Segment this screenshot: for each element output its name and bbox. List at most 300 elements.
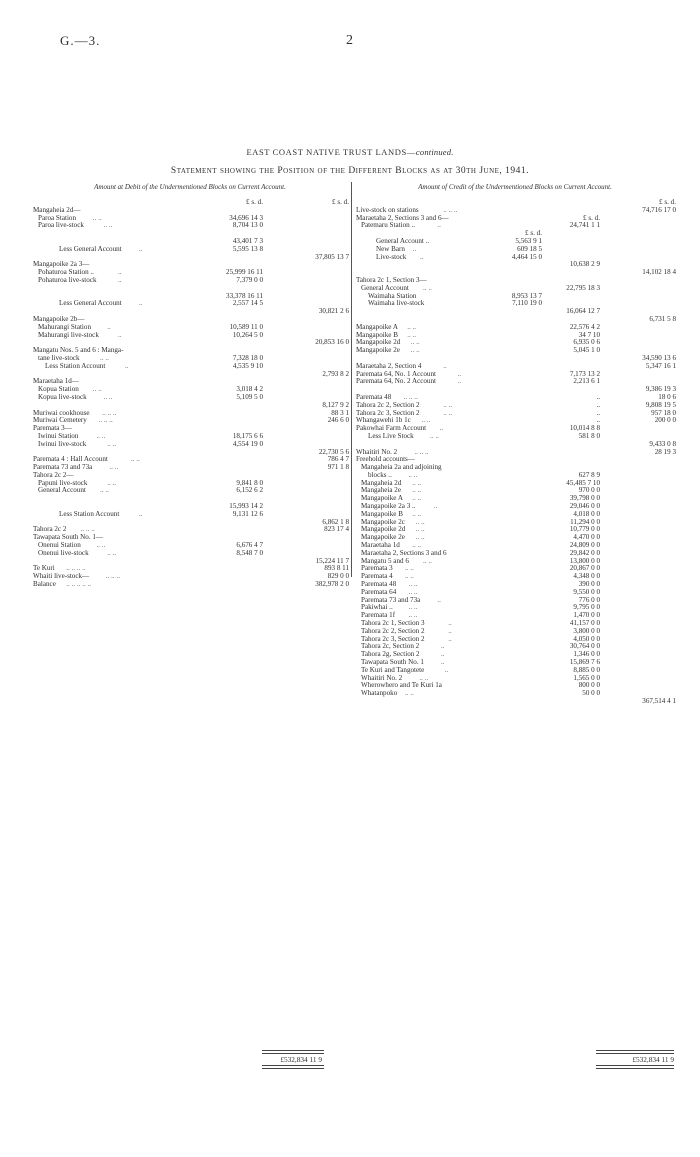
row-label: Parematа 1f <box>361 611 396 620</box>
leader-dots: .. .. <box>412 494 422 503</box>
amount-v2: 30,821 2 6 <box>318 307 349 316</box>
amount-v1: 390 0 0 <box>578 580 600 589</box>
row-label: Papuni live-stock <box>38 478 88 487</box>
leader-dots: .. <box>412 244 417 253</box>
row-label: Tahora 2c 3, Section 2 <box>361 634 425 643</box>
amount-v1: 29,842 0 0 <box>569 548 600 557</box>
table-row <box>356 558 676 566</box>
column-divider <box>351 182 352 577</box>
row-label: Mangaheia 2d— <box>33 205 81 214</box>
row-label: Mangatu 5 and 6 <box>361 556 409 565</box>
credit-column-heading: Amount of Credit of the Undermentioned Blocks on Current Account. <box>418 183 612 191</box>
row-label: Less Live Stock <box>368 431 414 440</box>
amount-v1: 970 0 0 <box>578 486 600 495</box>
row-label: Mangapoike 2d <box>356 338 401 347</box>
row-label: Onenui Station <box>38 541 81 550</box>
row-label: Maraetaha 2, Section 4 <box>356 361 422 370</box>
amount-v1: 22,576 4 2 <box>569 322 600 331</box>
table-row <box>356 503 676 511</box>
leader-dots: .. .. <box>412 509 422 518</box>
amount-v2: 15,224 11 7 <box>315 556 349 565</box>
leader-dots: .. .. <box>408 587 418 596</box>
row-label: Iwinui Station <box>38 431 79 440</box>
amount-v1: 29,046 0 0 <box>569 502 600 511</box>
row-label: Balance <box>33 580 56 589</box>
row-label: Parematа 3 <box>361 564 393 573</box>
amount-vs: £ s. d. <box>525 229 542 238</box>
table-row <box>356 690 676 698</box>
amount-v1: .. <box>596 408 600 417</box>
amount-vs: 609 18 5 <box>517 244 542 253</box>
row-label: Mahurangi Station <box>38 322 91 331</box>
leader-dots: .. .. .. <box>443 205 458 214</box>
table-row <box>356 534 676 542</box>
amount-v1: 4,535 9 10 <box>232 361 263 370</box>
row-label: Pohaturoa Station .. <box>38 268 94 277</box>
table-row <box>33 285 349 293</box>
leader-dots: .. .. <box>408 580 418 589</box>
leader-dots: .. .. <box>408 603 418 612</box>
amount-v1: 25,999 16 11 <box>226 268 263 277</box>
amount-v1: 1,565 0 0 <box>573 673 600 682</box>
row-label: Tahora 2c 1, Section 3— <box>356 275 427 284</box>
row-label: Whaiti live-stock— <box>33 572 90 581</box>
table-row <box>33 246 349 254</box>
row-label: Iwinui live-stock <box>38 439 87 448</box>
amount-v2: 823 17 4 <box>324 525 349 534</box>
leader-dots: .. .. <box>415 525 425 534</box>
leader-dots: .. <box>457 377 462 386</box>
table-row <box>356 441 676 449</box>
row-label: Mangaheia 2e <box>361 486 401 495</box>
amount-v1: 4,554 19 0 <box>232 439 263 448</box>
row-label: Whatanpoko <box>361 689 398 698</box>
amount-v1: .. <box>596 416 600 425</box>
table-row <box>356 308 676 316</box>
amount-v1: 11,294 0 0 <box>570 517 600 526</box>
table-row <box>356 261 676 269</box>
table-row <box>33 425 349 433</box>
row-label: Tahora 2c 2 <box>33 525 67 534</box>
leader-dots: .. <box>448 619 452 628</box>
table-row <box>33 222 349 230</box>
row-label: Mangapoike 2d <box>361 525 406 534</box>
leader-dots: .. .. <box>443 408 453 417</box>
row-label: Parematа 48 <box>361 580 397 589</box>
leader-dots: .. .. <box>405 564 414 573</box>
amount-v1: 8,704 13 0 <box>232 221 263 230</box>
amount-v1: 20,867 0 0 <box>569 564 600 573</box>
leader-dots: .. .. <box>92 385 102 394</box>
row-label: Waimaha Station <box>368 291 417 300</box>
amount-v1: 34 7 10 <box>578 330 600 339</box>
amount-v1: 45,485 7 10 <box>566 478 600 487</box>
amount-v1: 43,401 7 3 <box>232 236 263 245</box>
amount-v1: 4,050 0 0 <box>573 634 600 643</box>
amount-v1: 18,175 6 6 <box>232 431 263 440</box>
leader-dots: .. <box>420 252 424 261</box>
table-row <box>33 347 349 355</box>
row-label: Paroa Station <box>38 213 77 222</box>
leader-dots: .. .. .. <box>98 416 113 425</box>
credit-total: £532,834 11 9 <box>632 1055 674 1064</box>
amount-v1: 8,548 7 0 <box>236 548 263 557</box>
amount-v1: 776 0 0 <box>578 595 600 604</box>
table-row <box>33 495 349 503</box>
amount-vs: 8,953 13 7 <box>511 291 542 300</box>
table-row <box>33 581 349 589</box>
leader-dots: .. <box>437 595 441 604</box>
amount-v1: 39,798 0 0 <box>569 494 600 503</box>
title-continued: continued. <box>415 147 454 157</box>
amount-v1: .. <box>596 392 600 401</box>
amount-v2: 957 18 0 <box>651 408 676 417</box>
leader-dots: .. .. <box>405 572 414 581</box>
statement-subtitle: Statement showing the Position of the Different Blocks as at 30th June, 1941. <box>170 166 530 176</box>
leader-dots: .. <box>139 244 143 253</box>
row-label: Maraetaha 2, Sections 3 and 6 <box>361 548 447 557</box>
row-label: Maraetaha 1d— <box>33 377 79 386</box>
debit-column-heading: Amount at Debit of the Undermentioned Blocks on Current Account. <box>94 183 286 191</box>
leader-dots: .. .. <box>96 541 106 550</box>
amount-v2: 9,386 19 3 <box>645 385 676 394</box>
leader-dots: .. .. <box>107 439 117 448</box>
amount-v1: 5,045 1 0 <box>573 346 600 355</box>
table-row <box>33 378 349 386</box>
row-label: New Barn <box>376 244 405 253</box>
row-label: Tawapata South No. 1 <box>361 658 424 667</box>
amount-v2: 34,590 13 6 <box>642 353 676 362</box>
row-label: Patemaru Station .. <box>361 221 415 230</box>
leader-dots: .. .. <box>430 431 439 440</box>
table-row <box>356 316 676 324</box>
amount-v1: 5,595 13 8 <box>232 244 263 253</box>
credit-total-rule <box>596 1050 674 1054</box>
row-label: Whaitiri No. 2 <box>361 673 403 682</box>
row-label: Wherowhero and Te Kuri 1a <box>361 681 442 690</box>
table-row <box>33 550 349 558</box>
row-label: Tahora 2c, Section 2 <box>361 642 420 651</box>
leader-dots: .. <box>441 650 445 659</box>
leader-dots: .. .. <box>410 338 420 347</box>
amount-v1: 13,800 0 0 <box>569 556 600 565</box>
debit-currency-row <box>33 199 349 207</box>
table-row <box>33 207 349 215</box>
row-label: Mangaheia 2d <box>361 478 402 487</box>
leader-dots: .. .. <box>415 517 425 526</box>
row-label: Parematа 64, No. 1 Account <box>356 369 436 378</box>
amount-v1: 5,109 5 0 <box>236 392 263 401</box>
table-row <box>356 332 676 340</box>
amount-v1: 9,550 0 0 <box>573 587 600 596</box>
row-label: Parematа 73 and 73a <box>361 595 421 604</box>
amount-v1: 7,173 13 2 <box>569 369 600 378</box>
leader-dots: .. .. .. <box>414 447 429 456</box>
amount-v2: 786 4 7 <box>327 455 349 464</box>
row-label: Less General Account <box>59 244 122 253</box>
row-label: Tahora 2c 2, Section 2 <box>356 400 420 409</box>
amount-v1: 2,213 6 1 <box>573 377 600 386</box>
row-label: Maraetaha 1d <box>361 541 400 550</box>
amount-v1: 33,378 16 11 <box>226 291 263 300</box>
leader-dots: .. .. <box>131 455 140 464</box>
leader-dots: .. .. <box>419 673 429 682</box>
table-row <box>33 511 349 519</box>
row-label: Onenui live-stock <box>38 548 89 557</box>
leader-dots: .. .. <box>96 431 106 440</box>
amount-v1: 41,157 0 0 <box>569 619 600 628</box>
document-reference: G.—3. <box>60 33 101 48</box>
row-label: Maraetaha 2, Sections 3 and 6— <box>356 213 449 222</box>
row-label: Mangapoike A <box>356 322 398 331</box>
amount-v2: 22,730 5 6 <box>318 447 349 456</box>
amount-v1: 24,741 1 1 <box>569 221 600 230</box>
amount-v1: 6,676 4 7 <box>236 541 263 550</box>
leader-dots: .. .. <box>405 689 414 698</box>
row-label: Pakiwhai .. <box>361 603 393 612</box>
table-row <box>356 339 676 347</box>
row-label: Mangapoike 2e <box>356 346 400 355</box>
row-label: Live-stock <box>376 252 407 261</box>
row-label: Mangatu Nos. 5 and 6 : Manga- <box>33 346 124 355</box>
table-row <box>356 433 676 441</box>
leader-dots: .. .. <box>415 533 425 542</box>
amount-v2: 829 0 0 <box>327 572 349 581</box>
table-row <box>356 464 676 472</box>
amount-vs: 4,464 15 0 <box>511 252 542 261</box>
amount-v1: 800 0 0 <box>578 681 600 690</box>
row-label: Mahurangi live-stock <box>38 330 99 339</box>
row-label: Parematа 64, No. 2 Account <box>356 377 436 386</box>
page-title <box>0 147 700 157</box>
leader-dots: .. .. <box>412 541 422 550</box>
leader-dots: .. .. .. .. .. <box>66 580 92 589</box>
table-row <box>33 332 349 340</box>
table-row <box>356 480 676 488</box>
amount-v2: 971 1 8 <box>327 463 349 472</box>
table-row <box>356 222 676 230</box>
amount-v1: 4,470 0 0 <box>573 533 600 542</box>
row-label: Pakowhai Farm Account <box>356 424 427 433</box>
amount-v1: 581 8 0 <box>578 431 600 440</box>
table-row <box>356 604 676 612</box>
debit-total: £532,834 11 9 <box>280 1055 322 1064</box>
table-row <box>33 277 349 285</box>
amount-v2: 14,102 18 4 <box>642 268 676 277</box>
row-label: Mangapoike B <box>356 330 398 339</box>
amount-v2: 893 8 11 <box>324 564 349 573</box>
amount-v1: 10,014 8 8 <box>569 424 600 433</box>
table-row <box>33 230 349 238</box>
currency-units: £ s. d. <box>246 198 263 206</box>
row-label: General Account <box>361 283 409 292</box>
row-label: Less General Account <box>59 299 122 308</box>
debit-total-rule <box>262 1050 324 1054</box>
leader-dots: .. <box>118 268 122 277</box>
amount-v2: 74,716 17 0 <box>642 205 676 214</box>
leader-dots: .. .. <box>412 478 422 487</box>
row-label: Te Kuri and Tangotete <box>361 665 425 674</box>
leader-dots: .. <box>441 642 445 651</box>
leader-dots: .. .. .. <box>80 525 95 534</box>
row-label: Kopua Station <box>38 385 79 394</box>
amount-v1: 7,379 0 0 <box>236 275 263 284</box>
leader-dots: .. <box>118 330 122 339</box>
row-label: Mangapoike 2c <box>361 517 405 526</box>
table-row <box>356 667 676 675</box>
leader-dots: .. .. <box>107 548 117 557</box>
debit-section <box>33 199 349 589</box>
leader-dots: .. .. <box>107 478 117 487</box>
leader-dots: .. .. <box>410 346 420 355</box>
amount-v2: 18 0 6 <box>658 392 676 401</box>
amount-vs: 7,110 19 0 <box>512 299 542 308</box>
table-row <box>356 347 676 355</box>
leader-dots: .. <box>448 626 452 635</box>
row-label: Parematа 64 <box>361 587 397 596</box>
page-number: 2 <box>346 33 353 48</box>
table-row <box>33 417 349 425</box>
amount-v2: 37,805 13 7 <box>315 252 349 261</box>
amount-v1: 627 8 9 <box>578 470 600 479</box>
row-label: Whaitiri No. 2 <box>356 447 398 456</box>
table-row <box>356 324 676 332</box>
leader-dots: .. .. <box>408 611 418 620</box>
row-label: Live-stock on stations <box>356 205 419 214</box>
table-row <box>356 573 676 581</box>
leader-dots: .. .. <box>407 330 417 339</box>
amount-v1: 3,018 4 2 <box>236 385 263 394</box>
row-label: Paroa live-stock <box>38 221 84 230</box>
table-row <box>33 371 349 379</box>
amount-v1: 15,993 14 2 <box>229 502 263 511</box>
table-row <box>356 487 676 495</box>
row-label: Mangaheia 2a and adjoining <box>361 463 442 472</box>
amount-v1: 50 0 0 <box>582 689 600 698</box>
amount-v1: 8,885 0 0 <box>573 665 600 674</box>
leader-dots: .. .. <box>412 486 422 495</box>
row-label: Tahora 2c 2, Section 2 <box>361 626 425 635</box>
row-label: Te Kuri <box>33 564 55 573</box>
amount-v1: 10,638 2 9 <box>569 260 600 269</box>
leader-dots: .. .. <box>103 221 113 230</box>
amount-v2: 9,433 0 8 <box>649 439 676 448</box>
leader-dots: .. .. <box>407 322 417 331</box>
title-text: EAST COAST NATIVE TRUST LANDS— <box>246 147 416 157</box>
amount-v2: 6,862 1 8 <box>322 517 349 526</box>
table-row <box>356 378 676 386</box>
credit-total-rule <box>596 1065 674 1069</box>
row-label: Tahora 2c 1, Section 3 <box>361 619 425 628</box>
table-row <box>33 300 349 308</box>
table-row <box>356 581 676 589</box>
amount-v2: 88 3 1 <box>331 408 349 417</box>
amount-v1: 4,348 0 0 <box>573 572 600 581</box>
amount-v2: 5,347 16 1 <box>645 361 676 370</box>
leader-dots: .. <box>441 658 445 667</box>
row-label: Less Station Account <box>45 361 106 370</box>
table-row <box>33 363 349 371</box>
amount-v2: 367,514 4 1 <box>642 697 676 705</box>
leader-dots: .. .. <box>443 400 453 409</box>
amount-v1: 6,152 6 2 <box>236 486 263 495</box>
amount-v1: 34,696 14 3 <box>229 213 263 222</box>
row-label: General Account <box>38 486 86 495</box>
amount-v1: 15,869 7 6 <box>569 658 600 667</box>
row-label: tane live-stock <box>38 353 80 362</box>
amount-v1: 1,346 0 0 <box>573 650 600 659</box>
row-label: Paremata 3— <box>33 424 72 433</box>
amount-v1: 1,470 0 0 <box>573 611 600 620</box>
row-label: Parematа 4 <box>361 572 393 581</box>
row-label: Freehold accounts— <box>356 455 415 464</box>
amount-v1: 9,795 0 0 <box>573 603 600 612</box>
amount-v1: 4,018 0 0 <box>573 509 600 518</box>
leader-dots: .. <box>448 634 452 643</box>
leader-dots: .. .. <box>103 392 113 401</box>
amount-v1: 6,935 0 6 <box>573 338 600 347</box>
row-label: Mangapoike B <box>361 509 403 518</box>
row-label: Waimaha live-stock <box>368 299 425 308</box>
amount-v1: 10,779 0 0 <box>569 525 600 534</box>
row-label: blocks .. <box>368 470 392 479</box>
amount-v1: 16,064 12 7 <box>566 307 600 316</box>
leader-dots: .. .. <box>423 283 432 292</box>
leader-dots: .. <box>443 361 447 370</box>
credit-section <box>356 199 676 706</box>
table-row <box>33 464 349 472</box>
leader-dots: .. <box>139 509 143 518</box>
row-label: Pohaturoa live-stock <box>38 275 97 284</box>
amount-v1: 10,589 11 0 <box>229 322 263 331</box>
table-row <box>356 565 676 573</box>
amount-v1: £ s. d. <box>583 213 600 222</box>
row-label: Parematа 48 <box>356 392 392 401</box>
row-label: Mangapoike 2b— <box>33 314 85 323</box>
leader-dots: .. .. .. <box>403 392 418 401</box>
row-label: Tahora 2g, Section 2 <box>361 650 420 659</box>
amount-v2: 8,127 9 2 <box>322 400 349 409</box>
leader-dots: .. <box>439 424 444 433</box>
leader-dots: .. .. <box>421 416 431 425</box>
table-row <box>356 300 676 308</box>
amount-v1: 24,809 0 0 <box>569 541 600 550</box>
row-label: Mangapoike A <box>361 494 403 503</box>
table-row <box>33 487 349 495</box>
leader-dots: .. <box>437 221 441 230</box>
table-row <box>356 597 676 605</box>
amount-v2: 246 6 0 <box>327 416 349 425</box>
leader-dots: .. <box>125 361 129 370</box>
debit-total-rule <box>262 1065 324 1069</box>
leader-dots: .. <box>444 665 449 674</box>
row-label: Tahora 2c 2— <box>33 470 74 479</box>
row-label: Less Station Account <box>59 509 120 518</box>
amount-v2: 382,978 2 0 <box>315 580 349 589</box>
amount-vs: 5,563 9 1 <box>515 236 542 245</box>
leader-dots: .. <box>433 502 438 511</box>
amount-v1: 3,800 0 0 <box>573 626 600 635</box>
table-row <box>33 394 349 402</box>
row-label: Paremata 4 : Hall Account <box>33 455 108 464</box>
table-row <box>356 254 676 262</box>
leader-dots: .. .. <box>100 353 109 362</box>
amount-v2: £ s. d. <box>659 198 676 206</box>
leader-dots: .. .. .. .. <box>66 564 86 573</box>
row-label: Mangapoike 2e <box>361 533 405 542</box>
currency-units: £ s. d. <box>332 198 349 206</box>
row-label: Kopua live-stock <box>38 392 87 401</box>
